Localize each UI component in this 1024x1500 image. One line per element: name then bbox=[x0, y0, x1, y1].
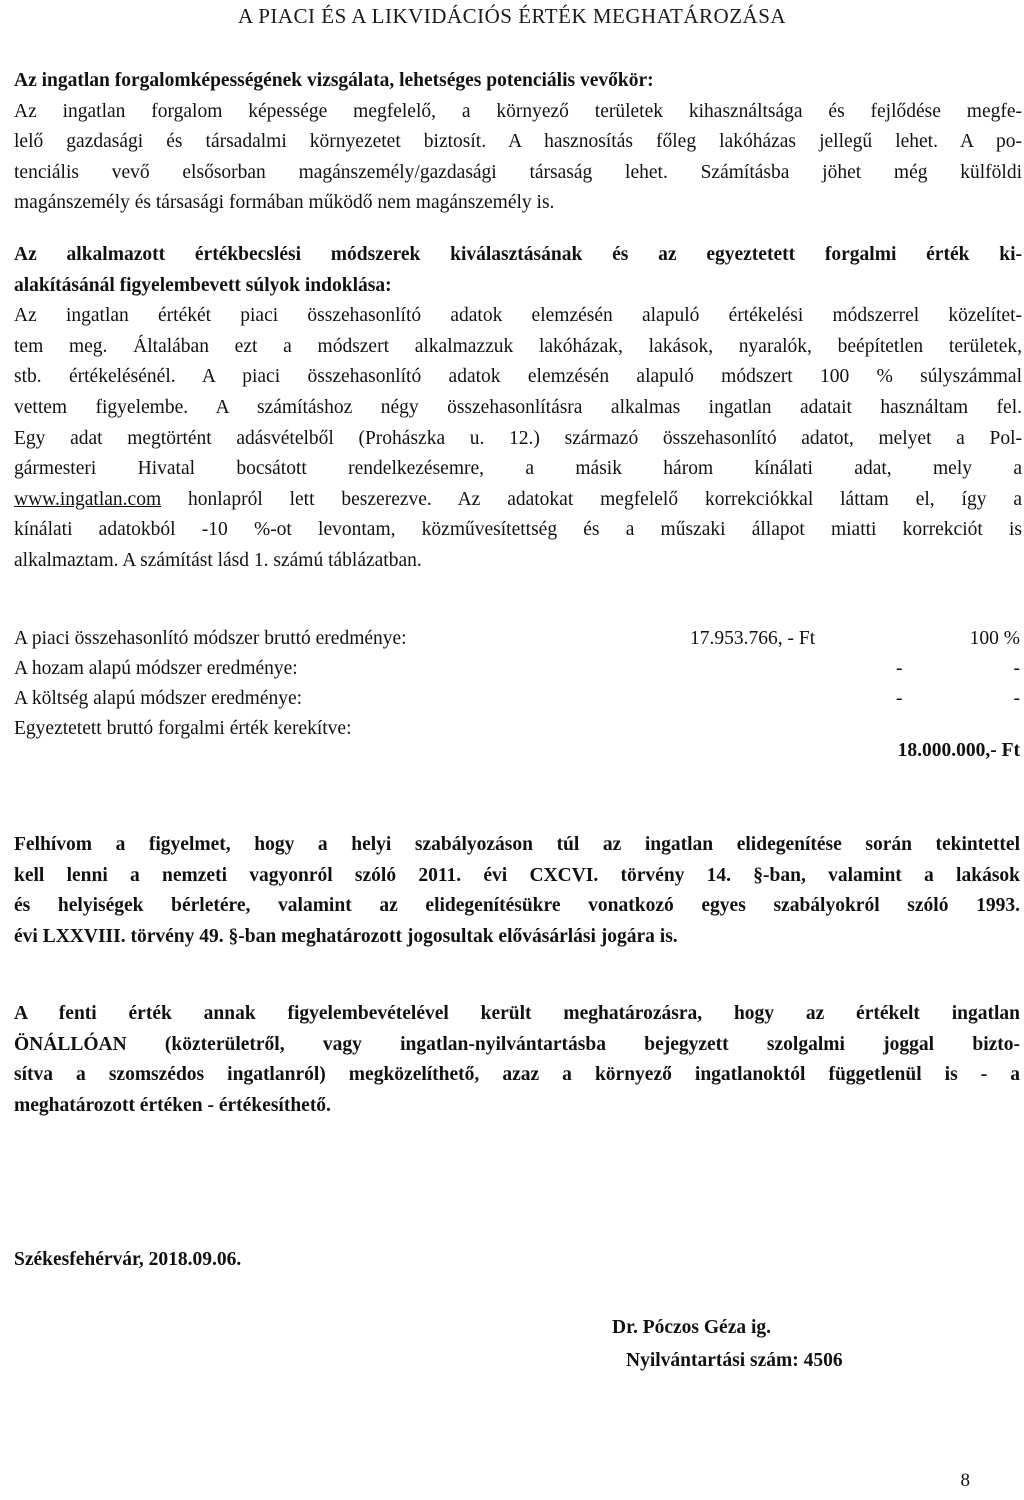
link-line-rest: honlapról lett beszerezve. Az adatokat megfelelő korrekciókkal láttam el, így a bbox=[161, 488, 1022, 510]
body-line: tenciális vevő elsősorban magánszemély/gazdasági társaság lehet. Számításba jöhet még külföldi bbox=[14, 161, 1022, 183]
notice-line: évi LXXVIII. törvény 49. §-ban meghatározott jogosultak elővásárlási jogára is. bbox=[14, 925, 678, 947]
body-line: vettem figyelembe. A számításhoz négy összehasonlításra alkalmas ingatlan adatait használtam fel. bbox=[14, 396, 1022, 418]
place-date: Székesfehérvár, 2018.09.06. bbox=[14, 1249, 242, 1270]
result-label: A piaci összehasonlító módszer bruttó eredménye: bbox=[14, 628, 407, 649]
signer-name: Dr. Póczos Géza ig. bbox=[612, 1317, 772, 1338]
section-methods-heading bbox=[14, 240, 1022, 301]
body-line: tem meg. Általában ezt a módszert alkalmazzuk lakóházak, lakások, nyaralók, beépítetlen területek, bbox=[14, 335, 1022, 357]
result-label: A költség alapú módszer eredménye: bbox=[14, 688, 303, 709]
notice-preemption bbox=[14, 830, 1020, 952]
result-row-final bbox=[14, 718, 1022, 778]
body-line: Egy adat megtörtént adásvételből (Prohászka u. 12.) származó összehasonlító adatot, melyet a Pol- bbox=[14, 427, 1022, 449]
heading-line: Az alkalmazott értékbecslési módszerek kiválasztásának és az egyeztetett forgalmi érték ki- bbox=[14, 244, 1022, 265]
result-amount: - bbox=[896, 658, 903, 679]
result-percent: 100 % bbox=[969, 628, 1020, 649]
section-marketability bbox=[14, 66, 1022, 219]
notice-line: sítva a szomszédos ingatlanról) megközelíthető, azaz a környező ingatlanoktól függetlenül is - a bbox=[14, 1064, 1020, 1086]
results-table bbox=[14, 628, 1022, 778]
result-row-market bbox=[14, 628, 1022, 658]
body-line: gármesteri Hivatal bocsátott rendelkezésemre, a másik három kínálati adat, mely a bbox=[14, 458, 1022, 480]
notice-access bbox=[14, 999, 1020, 1121]
result-percent: - bbox=[1013, 658, 1020, 679]
body-line: stb. értékelésénél. A piaci összehasonlító adatok elemzésén alapuló módszert 100 % súlyszámmal bbox=[14, 366, 1022, 388]
page-title: A PIACI ÉS A LIKVIDÁCIÓS ÉRTÉK MEGHATÁROZÁSA bbox=[237, 4, 787, 28]
body-line: lelő gazdasági és társadalmi környezetet biztosít. A hasznosítás főleg lakóházas jellegű lehet. A po- bbox=[14, 131, 1022, 153]
page-number: 8 bbox=[960, 1470, 970, 1491]
body-line: alkalmaztam. A számítást lásd 1. számú táblázatban. bbox=[14, 549, 422, 571]
section-marketability-body bbox=[14, 97, 1022, 219]
notice-line: meghatározott értéken - értékesíthető. bbox=[14, 1094, 331, 1116]
result-amount: - bbox=[896, 688, 903, 709]
notice-line: kell lenni a nemzeti vagyonról szóló 2011. évi CXCVI. törvény 14. §-ban, valamint a lakások bbox=[14, 864, 1020, 886]
notice-line: ÖNÁLLÓAN (közterületről, vagy ingatlan-nyilvántartásba bejegyzett szolgalmi joggal bizto- bbox=[14, 1033, 1020, 1055]
final-amount: 18.000.000,- Ft bbox=[897, 740, 1020, 761]
section-methods-body bbox=[14, 301, 1022, 576]
result-label: A hozam alapú módszer eredménye: bbox=[14, 658, 298, 679]
result-amount: 17.953.766, - Ft bbox=[690, 628, 816, 649]
result-percent: - bbox=[1013, 688, 1020, 709]
section-methods bbox=[14, 240, 1022, 577]
body-line: kínálati adatokból -10 %-ot levontam, közművesítettség és a műszaki állapot miatti korrekciót is bbox=[14, 519, 1022, 541]
signer-registration: Nyilvántartási szám: 4506 bbox=[626, 1350, 843, 1371]
final-label: Egyeztetett bruttó forgalmi érték kerekítve: bbox=[14, 718, 352, 739]
result-row-income bbox=[14, 658, 1022, 688]
notice-line: A fenti érték annak figyelembevételével került meghatározásra, hogy az értékelt ingatlan bbox=[14, 1003, 1020, 1024]
body-line: Az ingatlan forgalom képessége megfelelő, a környező területek kihasználtsága és fejlődése megfe- bbox=[14, 100, 1022, 122]
heading-line: alakításánál figyelembevett súlyok indoklása: bbox=[14, 274, 392, 296]
result-row-cost bbox=[14, 688, 1022, 718]
notice-line: Felhívom a figyelmet, hogy a helyi szabályozáson túl az ingatlan elidegenítése során tekintettel bbox=[14, 834, 1020, 855]
ingatlan-com-link[interactable]: www.ingatlan.com bbox=[14, 488, 162, 510]
notice-line: és helyiségek bérletére, valamint az elidegenítésükre vonatkozó egyes szabályokról szóló 1993. bbox=[14, 895, 1020, 917]
body-line: Az ingatlan értékét piaci összehasonlító adatok elemzésén alapuló értékelési módszerrel közelítet- bbox=[14, 305, 1022, 327]
section-marketability-heading: Az ingatlan forgalomképességének vizsgálata, lehetséges potenciális vevőkör: bbox=[14, 70, 654, 91]
body-line-with-link bbox=[14, 485, 1022, 516]
body-line: magánszemély és társasági formában működő nem magánszemély is. bbox=[14, 192, 555, 214]
